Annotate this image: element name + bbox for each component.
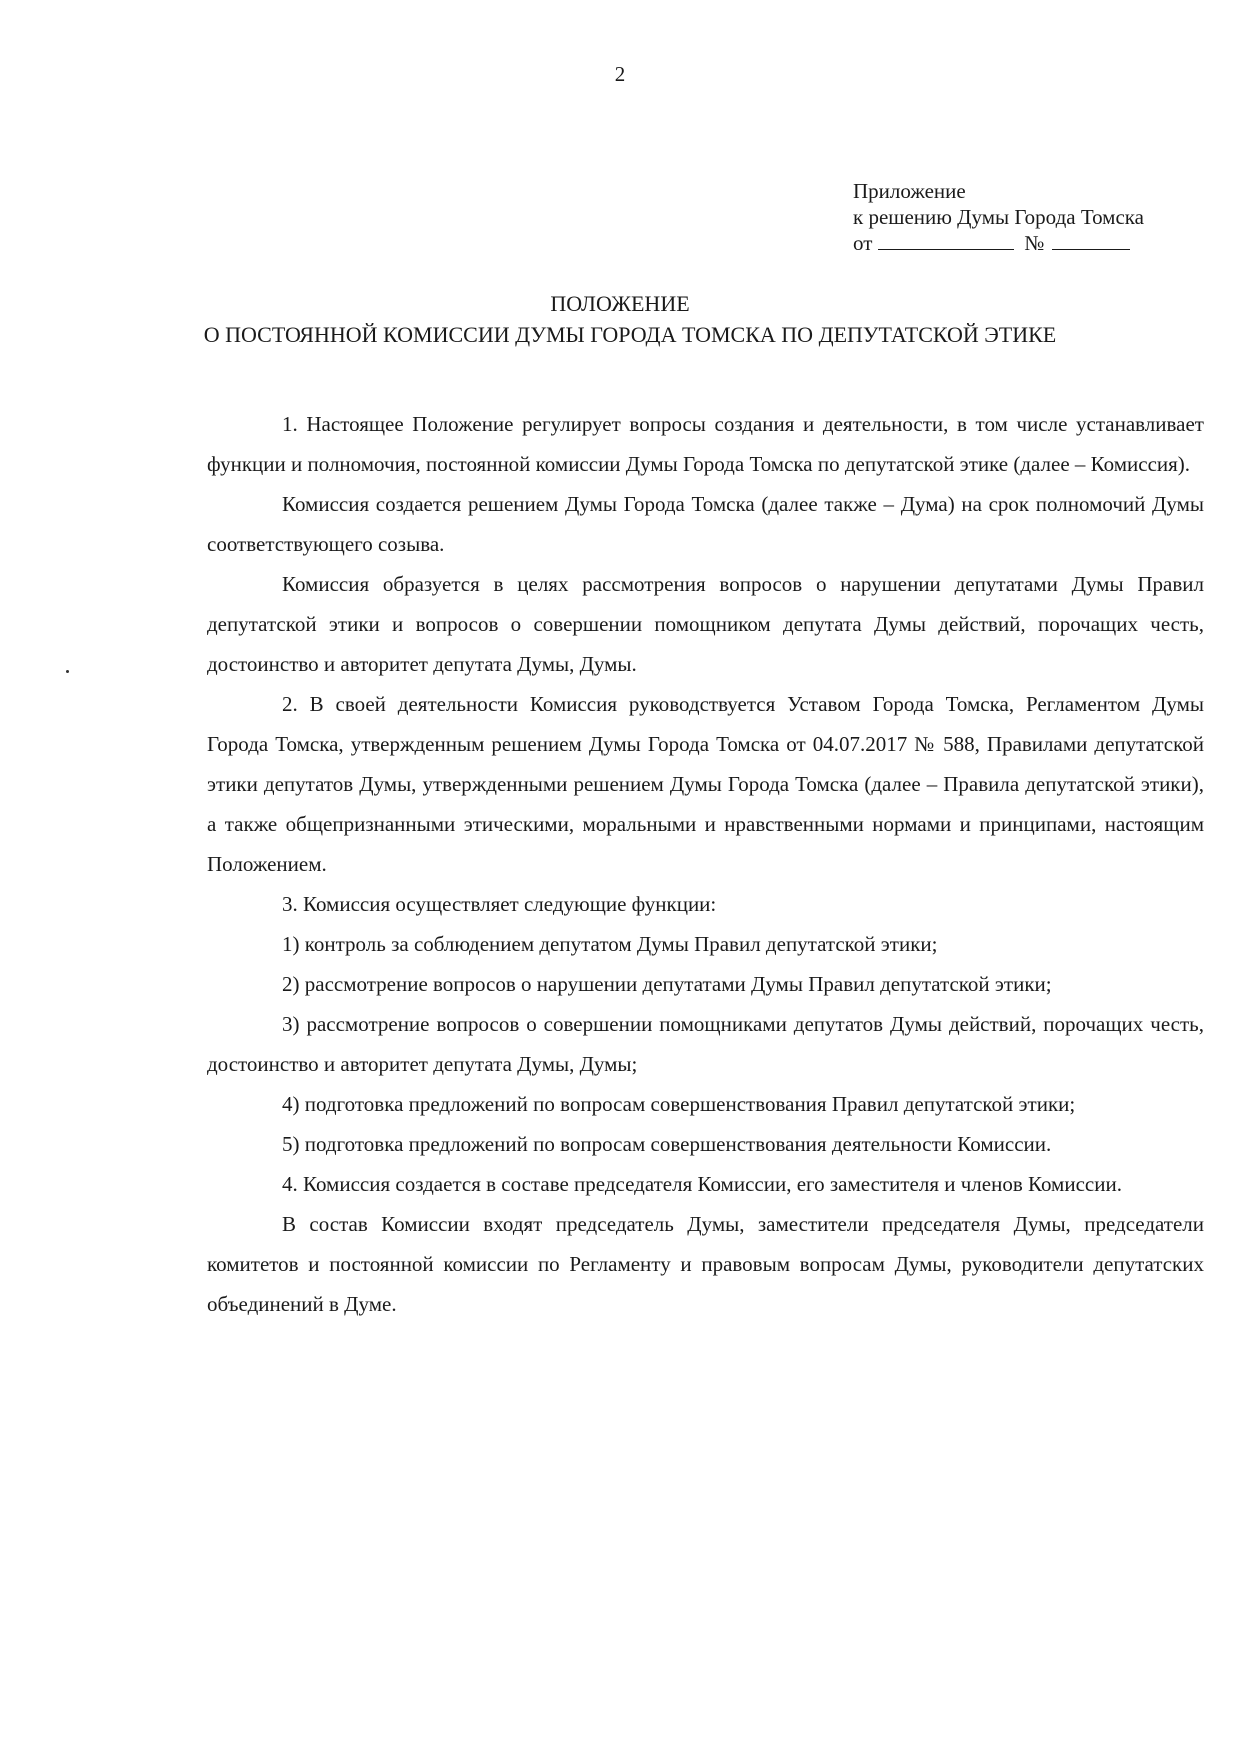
list-item: 4) подготовка предложений по вопросам совершенствования Правил депутатской этики; <box>282 1092 1076 1116</box>
paragraph: Комиссия образуется в целях рассмотрения вопросов о нарушении депутатами Думы Правил депутатской этики и вопросов о совершении помощником депутата Думы действий, порочащих честь, достоинство и авторитет депутата Думы, Думы. <box>207 572 1204 676</box>
list-item: 2) рассмотрение вопросов о нарушении депутатами Думы Правил депутатской этики; <box>282 972 1052 996</box>
document-body <box>207 404 1204 1324</box>
paragraph: 1. Настоящее Положение регулирует вопросы создания и деятельности, в том числе устанавливает функции и полномочия, постоянной комиссии Думы Города Томска по депутатской этике (далее – Комиссия). <box>207 412 1204 476</box>
appendix-title: Приложение <box>853 179 966 203</box>
paragraph: 4. Комиссия создается в составе председателя Комиссии, его заместителя и членов Комиссии. <box>282 1172 1122 1196</box>
paragraph: Комиссия создается решением Думы Города Томска (далее также – Дума) на срок полномочий Думы соответствующего созыва. <box>207 492 1204 556</box>
paragraph: 3. Комиссия осуществляет следующие функции: <box>282 892 717 916</box>
number-blank <box>1052 231 1130 250</box>
appendix-block <box>853 178 1213 256</box>
document-title <box>0 288 1240 350</box>
title-line-1: ПОЛОЖЕНИЕ <box>550 291 690 316</box>
list-item: 3) рассмотрение вопросов о совершении помощниками депутатов Думы действий, порочащих честь, достоинство и авторитет депутата Думы, Думы; <box>207 1012 1204 1076</box>
page-number: 2 <box>614 62 626 86</box>
appendix-date-number-line <box>853 230 1213 256</box>
paragraph: В состав Комиссии входят председатель Думы, заместители председателя Думы, председатели комитетов и постоянной комиссии по Регламенту и правовым вопросам Думы, руководители депутатских объединений в Думе. <box>207 1212 1204 1316</box>
paragraph: 2. В своей деятельности Комиссия руководствуется Уставом Города Томска, Регламентом Думы Города Томска, утвержденным решением Думы Города Томска от 04.07.2017 № 588, Правилами депутатской этики депутатов Думы, утвержденными решением Думы Города Томска (далее – Правила депутатской этики), а также общепризнанными этическими, моральными и нравственными нормами и принципами, настоящим Положением. <box>207 692 1204 876</box>
title-line-2: О ПОСТОЯННОЙ КОМИССИИ ДУМЫ ГОРОДА ТОМСКА ПО ДЕПУТАТСКОЙ ЭТИКЕ <box>203 322 1057 347</box>
margin-speck <box>66 670 69 673</box>
appendix-decision-ref: к решению Думы Города Томска <box>853 205 1144 229</box>
list-item: 1) контроль за соблюдением депутатом Думы Правил депутатской этики; <box>282 932 938 956</box>
number-label: № <box>1024 231 1045 255</box>
date-label: от <box>853 231 873 255</box>
date-blank <box>878 231 1014 250</box>
list-item: 5) подготовка предложений по вопросам совершенствования деятельности Комиссии. <box>282 1132 1052 1156</box>
